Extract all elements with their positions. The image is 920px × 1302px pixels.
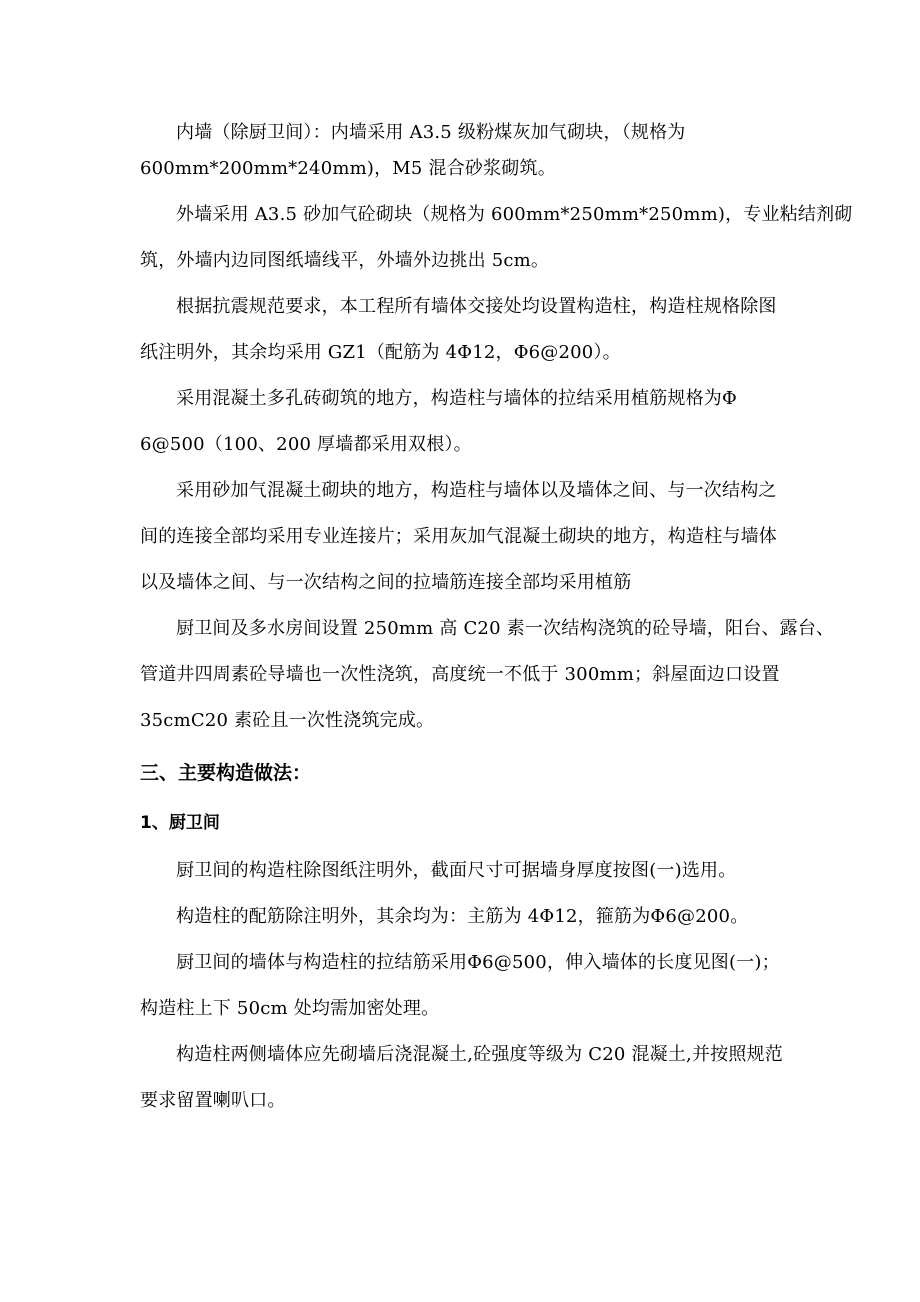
paragraph-seismic-columns	[140, 289, 800, 371]
text-line: 构造柱两侧墙体应先砌墙后浇混凝土,砼强度等级为 C20 混凝土,并按照规范	[176, 1044, 783, 1065]
text-line: 厨卫间及多水房间设置 250mm 高 C20 素一次结构浇筑的砼导墙，阳台、露台、	[176, 618, 835, 639]
text-line: 采用砂加气混凝土砌块的地方，构造柱与墙体以及墙体之间、与一次结构之	[176, 480, 777, 501]
paragraph-tie-bars	[140, 945, 800, 1027]
text-line: 纸注明外，其余均采用 GZ1（配筋为 4Φ12，Φ6@200）。	[140, 342, 621, 363]
paragraph-column-section	[140, 853, 800, 889]
top-margin	[0, 0, 920, 115]
paragraph-porous-brick	[140, 381, 800, 463]
text-line: 35cmC20 素砼且一次性浇筑完成。	[140, 710, 435, 731]
subsection-heading: 1、厨卫间	[140, 813, 220, 833]
paragraph-exterior-wall	[140, 197, 853, 279]
paragraph-casting-order	[140, 1037, 800, 1119]
section-heading: 三、主要构造做法：	[140, 762, 312, 784]
paragraph-column-rebar	[140, 899, 800, 935]
text-line: 构造柱的配筋除注明外，其余均为：主筋为 4Φ12，箍筋为Φ6@200。	[176, 906, 749, 927]
text-line: 构造柱上下 50cm 处均需加密处理。	[140, 998, 440, 1019]
text-line: 内墙（除厨卫间）：内墙采用 A3.5 级粉煤灰加气砌块，（规格为	[176, 122, 686, 143]
text-line: 根据抗震规范要求，本工程所有墙体交接处均设置构造柱，构造柱规格除图	[176, 296, 777, 317]
text-line: 采用混凝土多孔砖砌筑的地方，构造柱与墙体的拉结采用植筋规格为Φ	[176, 388, 737, 409]
paragraph-interior-wall	[140, 115, 800, 187]
text-line: 600mm*200mm*240mm)，M5 混合砂浆砌筑。	[140, 158, 556, 179]
paragraph-aerated-block	[140, 473, 800, 601]
text-line: 厨卫间的墙体与构造柱的拉结筋采用Φ6@500，伸入墙体的长度见图(一)；	[176, 952, 780, 973]
text-line: 筑，外墙内边同图纸墙线平，外墙外边挑出 5cm。	[140, 250, 550, 271]
text-line: 厨卫间的构造柱除图纸注明外，截面尺寸可据墙身厚度按图(一)选用。	[176, 860, 737, 881]
text-line: 外墙采用 A3.5 砂加气砼砌块（规格为 600mm*250mm*250mm)，专业粘结剂砌	[176, 204, 853, 225]
paragraph-guide-wall	[140, 611, 835, 739]
text-line: 以及墙体之间、与一次结构之间的拉墙筋连接全部均采用植筋	[140, 572, 632, 593]
text-line: 6@500（100、200 厚墙都采用双根）。	[140, 434, 472, 455]
text-line: 管道井四周素砼导墙也一次性浇筑，高度统一不低于 300mm；斜屋面边口设置	[140, 664, 780, 685]
text-line: 要求留置喇叭口。	[140, 1090, 286, 1111]
text-line: 间的连接全部均采用专业连接片；采用灰加气混凝土砌块的地方，构造柱与墙体	[140, 526, 777, 547]
